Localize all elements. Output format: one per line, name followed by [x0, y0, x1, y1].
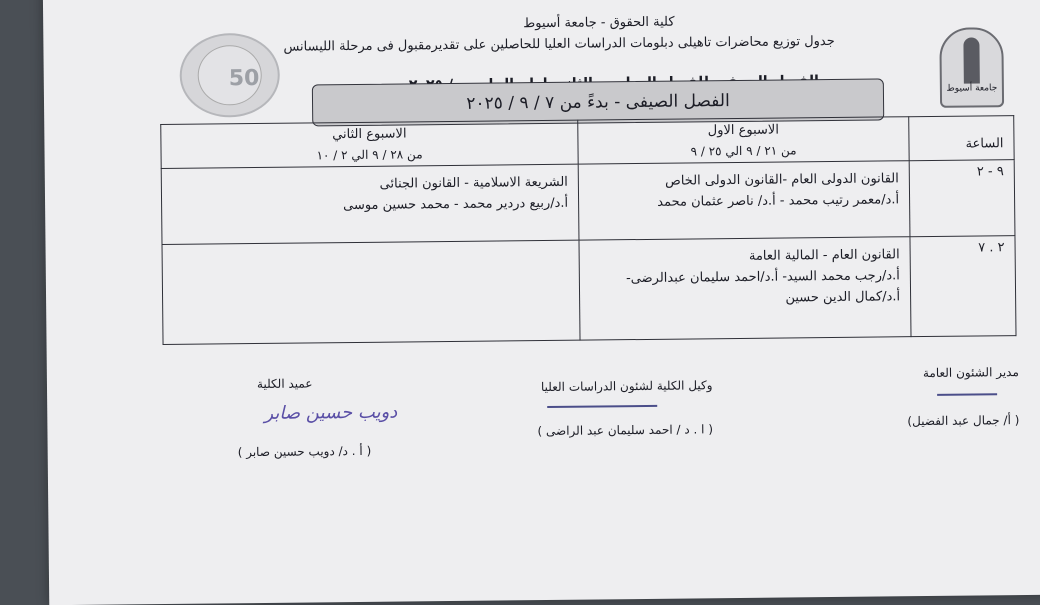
general-affairs-title: مدير الشئون العامة: [922, 365, 1019, 381]
time-cell: ٩ - ٢: [909, 160, 1015, 237]
course-names: القانون العام - المالية العامة: [748, 247, 900, 264]
university-logo: [939, 27, 1004, 108]
week2-title: الاسبوع الثاني: [332, 126, 407, 143]
week1-cell: [578, 161, 910, 240]
handwritten-signature: [547, 405, 657, 408]
start-date-banner: الفصل الصيفى - بدءً من ٧ / ٩ / ٢٠٢٥: [312, 78, 884, 126]
table-row: [162, 236, 1016, 345]
lecture-schedule-table: [160, 115, 1016, 345]
course-names: الشريعة الاسلامية - القانون الجنائى: [379, 174, 568, 192]
faculty-logo-emblem: [197, 45, 262, 106]
handwritten-signature: [937, 393, 997, 396]
dean-stamp-text: دويب حسين صابر: [264, 401, 398, 424]
dean-title: عميد الكلية: [256, 376, 313, 392]
week1-cell: [579, 237, 911, 340]
university-logo-tower: [963, 37, 979, 83]
document-page: [43, 0, 1040, 605]
week1-title: الاسبوع الاول: [707, 122, 780, 139]
table-row: [161, 160, 1015, 245]
instructor-names: أ.د/معمر رتيب محمد - أ.د/ ناصر عثمان محمد: [657, 192, 900, 210]
week2-cell: [161, 164, 579, 244]
instructor-names: أ.د/رجب محمد السيد- أ.د/احمد سليمان عبدالرضى-: [625, 268, 900, 287]
vice-dean-signature: [537, 378, 713, 438]
time-header: الساعة: [909, 116, 1014, 161]
week1-header: [578, 117, 909, 164]
general-affairs-name: ( أ/ جمال عبد الفضيل): [907, 413, 1020, 429]
faculty-logo-number: 50: [228, 65, 260, 92]
vice-dean-name: ( ا . د / احمد سليمان عبد الراضى ): [537, 422, 714, 439]
course-names: القانون الدولى العام -القانون الدولى الخاص: [665, 171, 899, 189]
general-affairs-signature: [907, 365, 1020, 428]
instructor-names: أ.د/كمال الدين حسين: [785, 289, 901, 306]
faculty-university-title: كلية الحقوق - جامعة أسيوط: [523, 14, 675, 32]
dean-name: ( أ . د/ دويب حسين صابر ): [237, 443, 372, 460]
dean-stamp: [227, 386, 397, 434]
week2-cell-empty: [162, 240, 580, 344]
vice-dean-title: وكيل الكلية لشئون الدراسات العليا: [540, 378, 713, 395]
week2-header: [161, 120, 578, 168]
week1-range: من ٢١ / ٩ الي ٢٥ / ٩: [690, 143, 797, 159]
university-logo-caption: جامعة أسيوط: [946, 83, 998, 94]
faculty-logo: [179, 33, 280, 118]
week2-range: من ٢٨ / ٩ الي ٢ / ١٠: [316, 147, 423, 163]
schedule-description: جدول توزيع محاضرات تاهيلى دبلومات الدراسات العليا للحاصلين على تقديرمقبول فى مرحلة الليسانس: [283, 33, 835, 55]
time-cell: ٢ . ٧: [910, 236, 1016, 337]
instructor-names: أ.د/ربيع دردير محمد - محمد حسين موسى: [342, 195, 569, 214]
